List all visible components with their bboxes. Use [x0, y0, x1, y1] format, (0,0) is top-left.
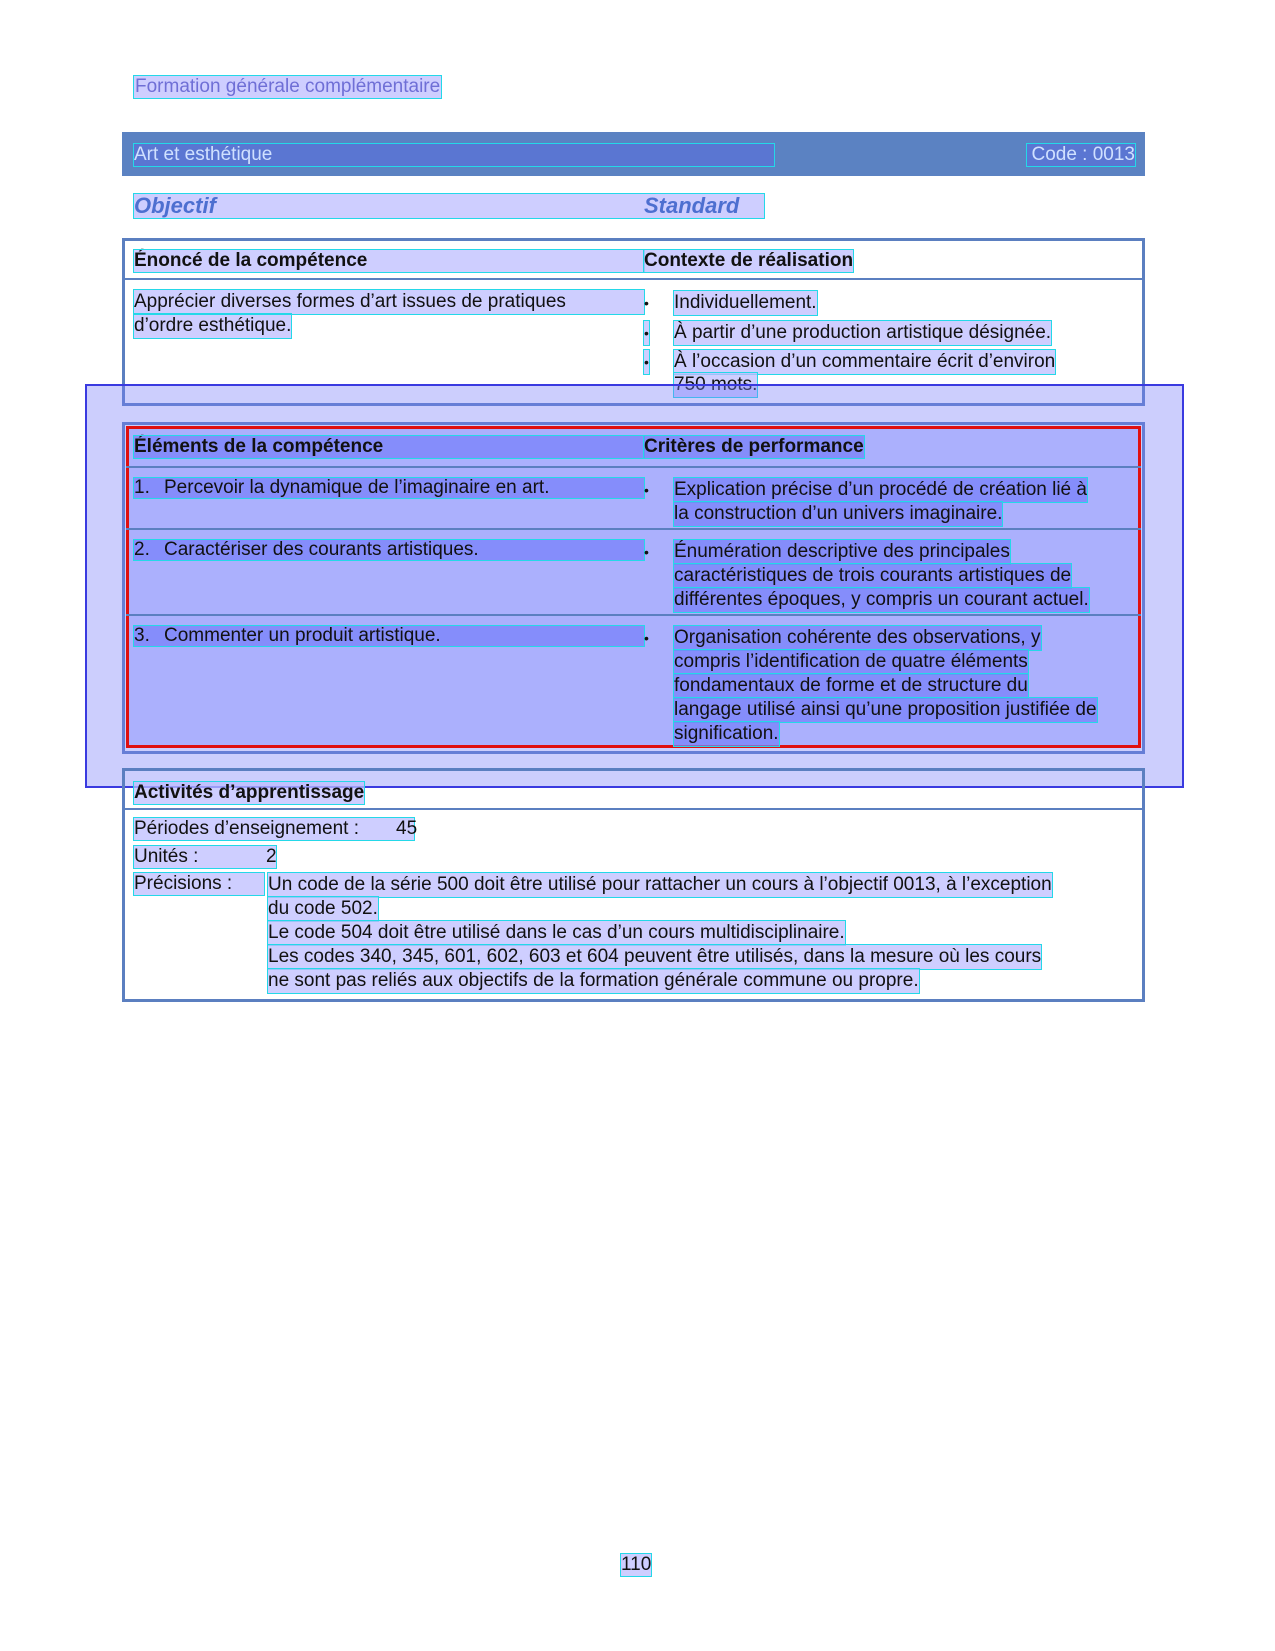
precision-line: ne sont pas reliés aux objectifs de la formation générale commune ou propre.: [268, 970, 919, 991]
bullet-icon: •: [644, 482, 649, 498]
criteria-line: Organisation cohérente des observations, y: [674, 627, 1041, 648]
criteria-line: Énumération descriptive des principales: [674, 541, 1010, 562]
element-text: Percevoir la dynamique de l’imaginaire en art.: [164, 477, 550, 498]
context-item: Individuellement.: [674, 292, 817, 313]
periods-row: [134, 818, 418, 840]
elements-header: Éléments de la compétence: [134, 436, 644, 458]
criteria-line: Explication précise d’un procédé de création lié à: [674, 479, 1087, 500]
context-item: À l’occasion d’un commentaire écrit d’environ: [674, 351, 1056, 372]
criteria-line: différentes époques, y compris un courant actuel.: [674, 589, 1089, 610]
precisions-label: Précisions :: [134, 873, 264, 895]
precision-line: Un code de la série 500 doit être utilisé pour rattacher un cours à l’objectif 0013, à l’exception: [268, 874, 1052, 895]
criteria-line: signification.: [674, 723, 779, 744]
program-title: Formation générale complémentaire: [135, 76, 441, 97]
precision-line: Les codes 340, 345, 601, 602, 603 et 604 peuvent être utilisés, dans la mesure où les cours: [268, 946, 1042, 967]
context-item: À partir d’une production artistique désignée.: [674, 322, 1052, 343]
element-row-3: [134, 626, 644, 646]
statement-line: d’ordre esthétique.: [134, 315, 292, 336]
context-header: Contexte de réalisation: [644, 250, 854, 271]
periods-label: Périodes d’enseignement :: [134, 818, 359, 839]
element-row-1: [134, 478, 644, 498]
element-text: Commenter un produit artistique.: [164, 625, 441, 646]
element-number: 2.: [134, 539, 150, 560]
precisions-text: [268, 873, 1052, 993]
criteria-row-1: [674, 478, 1087, 526]
element-row-2: [134, 540, 644, 560]
units-label: Unités :: [134, 846, 199, 867]
criteria-line: la construction d’un univers imaginaire.: [674, 503, 1003, 524]
context-item: 750 mots.: [674, 374, 758, 395]
criteria-line: compris l’identification de quatre éléments: [674, 651, 1028, 672]
bullet-icon: •: [644, 321, 649, 345]
divider: [126, 466, 1141, 468]
element-number: 1.: [134, 477, 150, 498]
criteria-row-3: [674, 626, 1097, 746]
standard-heading: Standard: [644, 193, 740, 218]
element-number: 3.: [134, 625, 150, 646]
units-row: [134, 846, 276, 868]
criteria-line: langage utilisé ainsi qu’une proposition justifiée de: [674, 699, 1097, 720]
divider: [122, 278, 1145, 280]
criteria-line: fondamentaux de forme et de structure du: [674, 675, 1028, 696]
activities-header: Activités d’apprentissage: [134, 782, 365, 803]
criteria-header: Critères de performance: [644, 436, 864, 457]
statement-line: Apprécier diverses formes d’art issues de pratiques: [134, 290, 644, 314]
objective-heading: Objectif: [134, 194, 764, 218]
page-number: 110: [621, 1554, 652, 1575]
criteria-row-2: [674, 540, 1089, 612]
course-title: Art et esthétique: [134, 144, 774, 166]
statement-header: Énoncé de la compétence: [134, 250, 644, 272]
bullet-icon: •: [644, 295, 649, 311]
bullet-icon: •: [644, 350, 649, 374]
divider: [122, 808, 1145, 810]
divider: [126, 614, 1141, 616]
precision-line: du code 502.: [268, 898, 378, 919]
precision-line: Le code 504 doit être utilisé dans le cas d’un cours multidisciplinaire.: [268, 922, 845, 943]
divider: [126, 528, 1141, 530]
criteria-line: caractéristiques de trois courants artistiques de: [674, 565, 1072, 586]
bullet-icon: •: [644, 630, 649, 646]
element-text: Caractériser des courants artistiques.: [164, 539, 479, 560]
units-value: 2: [266, 846, 277, 867]
competence-statement: [134, 290, 644, 338]
bullet-icon: •: [644, 544, 649, 560]
periods-value: 45: [396, 818, 418, 839]
course-code: Code : 0013: [1027, 144, 1135, 166]
